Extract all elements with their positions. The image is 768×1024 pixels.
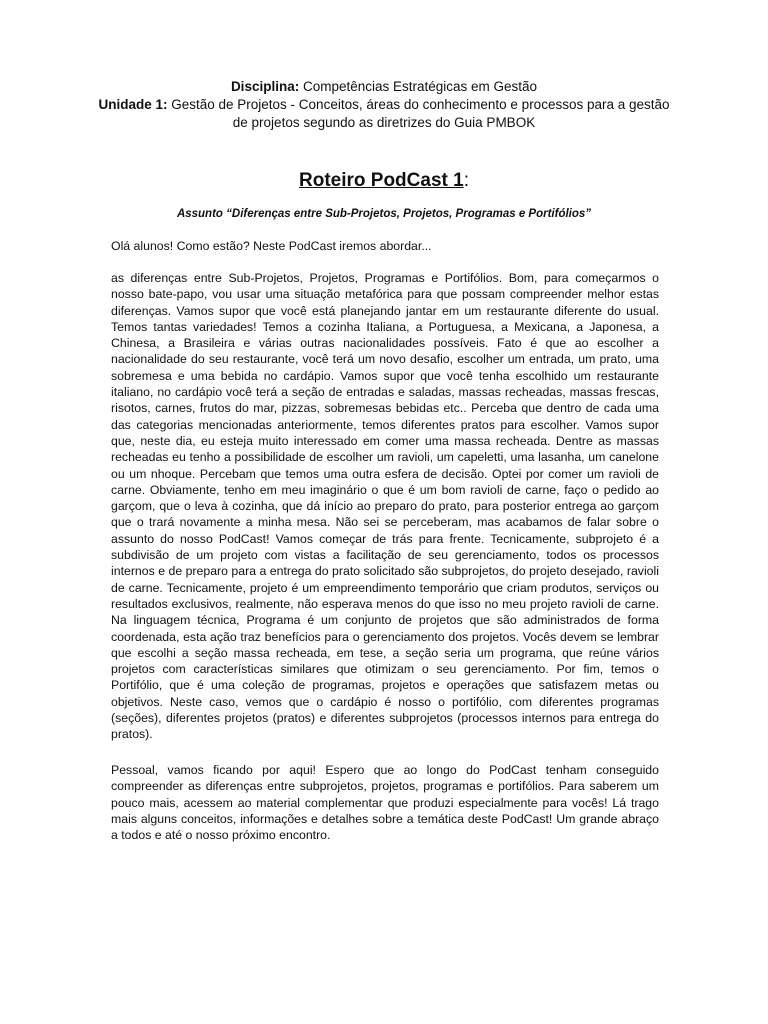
greeting-paragraph: Olá alunos! Como estão? Neste PodCast iremos abordar... (111, 239, 432, 253)
discipline-value: Competências Estratégicas em Gestão (299, 79, 538, 94)
unit-label: Unidade 1: (98, 97, 168, 112)
unit-line (90, 96, 678, 132)
document-title (0, 170, 768, 192)
discipline-line (90, 78, 678, 96)
title-text: Roteiro PodCast 1 (299, 170, 464, 191)
subject-line: Assunto “Diferenças entre Sub-Projetos, Projetos, Programas e Portifólios” (176, 208, 592, 220)
document-header (90, 78, 678, 132)
title-colon: : (463, 170, 469, 191)
unit-value: Gestão de Projetos - Conceitos, áreas do conhecimento e processos para a gestão de projetos segundo as diretrizes do Guia PMBOK (167, 97, 670, 130)
closing-paragraph: Pessoal, vamos ficando por aqui! Espero que ao longo do PodCast tenham conseguido compreender as diferenças entre subprojetos, projetos, programas e portifólios. Para saberem um pouco mais, acessem ao material complementar que produzi especialmente para vocês! Lá trago mais alguns conceitos, informações e detalhes sobre a temática deste PodCast! Um grande abraço a todos e até o nosso próximo encontro. (111, 763, 659, 843)
discipline-label: Disciplina: (230, 79, 300, 94)
main-paragraph: as diferenças entre Sub-Projetos, Projetos, Programas e Portifólios. Bom, para começarmos o nosso bate-papo, vou usar uma situação metafórica para que possam compreender melhor estas diferenças. Vamos supor que você está planejando jantar em um restaurante diferente do usual. Temos tantas variedades! Temos a cozinha Italiana, a Portuguesa, a Mexicana, a Japonesa, a Chinesa, a Brasileira e várias outras nacionalidades possíveis. Fato é que ao escolher a nacionalidade do seu restaurante, você terá um novo desafio, escolher um entrada, um prato, uma sobremesa e uma bebida no cardápio. Vamos supor que você tenha escolhido um restaurante italiano, no cardápio você terá a seção de entradas e saladas, massas recheadas, massas frescas, risotos, carnes, frutos do mar, pizzas, sobremesas bebidas etc.. Perceba que dentro de cada uma das categorias mencionadas anteriormente, temos diferentes pratos para escolher. Vamos supor que, neste dia, eu esteja muito interessado em comer uma massa recheada. Dentre as massas recheadas eu tenho a possibilidade de escolher um ravioli, um capeletti, uma lasanha, um canelone ou um nhoque. Percebam que temos uma outra esfera de decisão. Optei por comer um ravioli de carne. Obviamente, tenho em meu imaginário o que é um bom ravioli de carne, faço o pedido ao garçom, que o leva à cozinha, que dá início ao preparo do prato, para posterior entrega ao garçom que o trará novamente a minha mesa. Não sei se perceberam, mas acabamos de falar sobre o assunto do nosso PodCast! Vamos começar de trás para frente. Tecnicamente, subprojeto é a subdivisão de um projeto com vistas a facilitação de seu gerenciamento, todos os processos internos e de preparo para a entrega do prato solicitado são subprojetos, do projeto desejado, ravioli de carne. Tecnicamente, projeto é um empreendimento temporário que criam produtos, serviços ou resultados exclusivos, realmente, não esperava menos do que isso no meu projeto ravioli de carne. Na linguagem técnica, Programa é um conjunto de projetos que são administrados de forma coordenada, esta ação traz benefícios para o gerenciamento dos projetos. Vocês devem se lembrar que escolhi a seção massa recheada, em tese, a seção seria um programa, que reúne vários projetos com características similares que otimizam o seu gerenciamento. Por fim, temos o Portifólio, que é uma coleção de programas, projetos e operações que satisfazem metas ou objetivos. Neste caso, vemos que o cardápio é nosso o portifólio, com diferentes programas (seções), diferentes projetos (pratos) e diferentes subprojetos (processos internos para entrega do pratos). (111, 271, 659, 742)
